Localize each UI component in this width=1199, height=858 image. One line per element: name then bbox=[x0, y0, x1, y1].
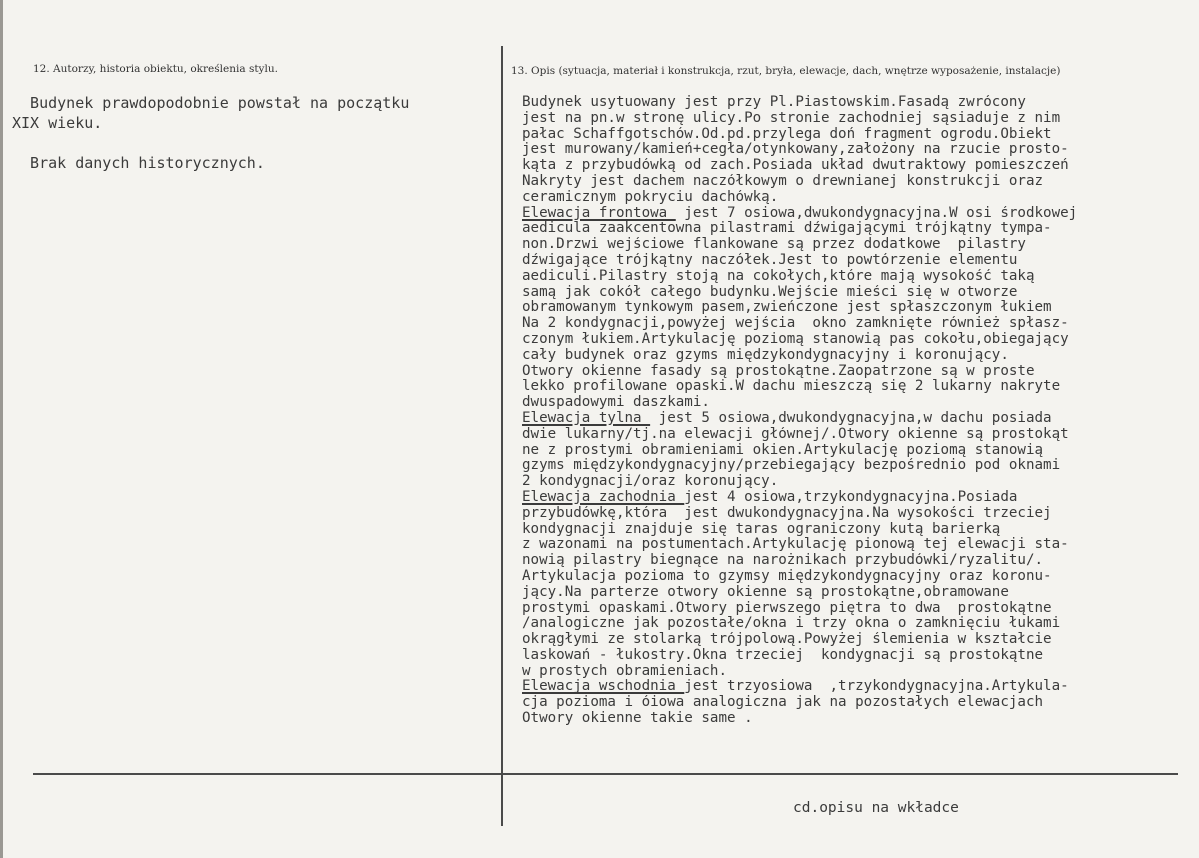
line-text: prostymi opaskami.Otwory pierwszego piętra to dwa prostokątne bbox=[522, 600, 1052, 616]
description-line bbox=[522, 332, 1187, 348]
description-line bbox=[522, 348, 1187, 364]
description-line bbox=[522, 206, 1187, 222]
section-12-line: XIX wieku. bbox=[12, 114, 103, 132]
line-text: w prostych obramieniach. bbox=[522, 663, 727, 679]
description-line bbox=[522, 711, 1187, 727]
line-text: jest na pn.w stronę ulicy.Po stronie zachodniej sąsiaduje z nim bbox=[522, 110, 1061, 126]
line-text: gzyms międzykondygnacyjny/przebiegający bezpośrednio pod oknami bbox=[522, 458, 1061, 474]
description-line bbox=[522, 269, 1187, 285]
line-text: Nakryty jest dachem naczółkowym o drewnianej konstrukcji oraz bbox=[522, 173, 1044, 189]
line-text: Na 2 kondygnacji,powyżej wejścia okno zamknięte również spłasz- bbox=[522, 316, 1069, 332]
line-text: nowią pilastry biegnące na narożnikach przybudówki/ryzalitu/. bbox=[522, 553, 1044, 569]
description-line bbox=[522, 458, 1187, 474]
line-text: kondygnacji znajduje się taras ograniczony kutą barierką bbox=[522, 521, 1001, 537]
line-text: aediculi.Pilastry stoją na cokołych,które mają wysokość taką bbox=[522, 268, 1035, 284]
line-text: jest murowany/kamień+cegła/otynkowany,założony na rzucie prosto- bbox=[522, 142, 1069, 158]
line-text: samą jak cokół całego budynku.Wejście mieści się w otworze bbox=[522, 284, 1018, 300]
line-text: kąta z przybudówką od zach.Posiada układ dwutraktowy pomieszczeń bbox=[522, 158, 1069, 174]
line-text: cja pozioma i óiowa analogiczna jak na pozostałych elewacjach bbox=[522, 695, 1044, 711]
description-line bbox=[522, 95, 1187, 111]
section-13-body bbox=[522, 95, 1187, 727]
line-text: z wazonami na postumentach.Artykulację pionową tej elewacji sta- bbox=[522, 537, 1069, 553]
line-text: Otwory okienne takie same . bbox=[522, 711, 753, 727]
section-13-header: 13. Opis (sytuacja, materiał i konstrukcja, rzut, bryła, elewacje, dach, wnętrze wyposażenie, instalacje) bbox=[511, 65, 1061, 77]
line-text: aedicula zaakcentowna pilastrami dźwigającymi trójkątny tympa- bbox=[522, 221, 1052, 237]
line-text: Otwory okienne fasady są prostokątne.Zaopatrzone są w proste bbox=[522, 363, 1035, 379]
line-text: dwuspadowymi daszkami. bbox=[522, 395, 710, 411]
description-line bbox=[522, 474, 1187, 490]
section-12-line: Brak danych historycznych. bbox=[12, 154, 265, 172]
line-text: obramowanym tynkowym pasem,zwieńczone jest spłaszczonym łukiem bbox=[522, 300, 1052, 316]
continuation-note: cd.opisu na wkładce bbox=[793, 800, 959, 816]
description-line bbox=[522, 443, 1187, 459]
line-text: dźwigające trójkątny naczółek.Jest to powtórzenie elementu bbox=[522, 252, 1018, 268]
line-text: jest 4 osiowa,trzykondygnacyjna.Posiada bbox=[684, 489, 1018, 505]
section-12-line bbox=[12, 133, 492, 153]
description-line bbox=[522, 648, 1187, 664]
line-text: lekko profilowane opaski.W dachu mieszczą się 2 lukarny nakryte bbox=[522, 379, 1061, 395]
description-line bbox=[522, 379, 1187, 395]
description-line bbox=[522, 490, 1187, 506]
description-line bbox=[522, 111, 1187, 127]
line-text: jest trzyosiowa ,trzykondygnacyjna.Artykula- bbox=[684, 679, 1069, 695]
description-line bbox=[522, 553, 1187, 569]
description-line bbox=[522, 569, 1187, 585]
line-text: laskowań - łukostry.Okna trzeciej kondygnacji są prostokątne bbox=[522, 647, 1044, 663]
description-line bbox=[522, 506, 1187, 522]
elevation-heading: Elewacja frontowa bbox=[522, 205, 676, 221]
description-line bbox=[522, 616, 1187, 632]
line-text: dwie lukarny/tj.na elewacji głównej/.Otwory okienne są prostokąt bbox=[522, 426, 1069, 442]
description-line bbox=[522, 522, 1187, 538]
line-text: jest 5 osiowa,dwukondygnacyjna,w dachu posiada bbox=[650, 410, 1052, 426]
line-text: ceramicznym pokryciu dachówką. bbox=[522, 189, 779, 205]
description-line bbox=[522, 253, 1187, 269]
description-line bbox=[522, 601, 1187, 617]
description-line bbox=[522, 300, 1187, 316]
line-text: jest 7 osiowa,dwukondygnacyjna.W osi środkowej bbox=[675, 205, 1078, 221]
bottom-divider bbox=[33, 773, 1178, 775]
description-line bbox=[522, 395, 1187, 411]
section-12-line: Budynek prawdopodobnie powstał na początku bbox=[12, 94, 410, 112]
description-line bbox=[522, 174, 1187, 190]
line-text: cały budynek oraz gzyms międzykondygnacyjny i koronujący. bbox=[522, 347, 1009, 363]
elevation-heading: Elewacja wschodnia bbox=[522, 679, 685, 695]
description-line bbox=[522, 695, 1187, 711]
description-line bbox=[522, 190, 1187, 206]
description-line bbox=[522, 142, 1187, 158]
description-line bbox=[522, 316, 1187, 332]
description-line bbox=[522, 221, 1187, 237]
line-text: Budynek usytuowany jest przy Pl.Piastowskim.Fasadą zwrócony bbox=[522, 95, 1026, 110]
line-text: ne z prostymi obramieniami okien.Artykulację poziomą stanowią bbox=[522, 442, 1044, 458]
line-text: okrągłymi ze stolarką trójpolową.Powyżej ślemienia w kształcie bbox=[522, 632, 1052, 648]
description-line bbox=[522, 679, 1187, 695]
description-line bbox=[522, 285, 1187, 301]
paper-edge bbox=[0, 0, 3, 858]
description-line bbox=[522, 585, 1187, 601]
elevation-heading: Elewacja tylna bbox=[522, 410, 651, 426]
line-text: przybudówkę,która jest dwukondygnacyjna.Na wysokości trzeciej bbox=[522, 505, 1052, 521]
elevation-heading: Elewacja zachodnia bbox=[522, 489, 685, 505]
line-text: non.Drzwi wejściowe flankowane są przez dodatkowe pilastry bbox=[522, 237, 1026, 253]
line-text: /analogiczne jak pozostałe/okna i trzy okna o zamknięciu łukami bbox=[522, 616, 1061, 632]
description-line bbox=[522, 427, 1187, 443]
description-line bbox=[522, 364, 1187, 380]
line-text: 2 kondygnacji/oraz koronujący. bbox=[522, 474, 779, 490]
description-line bbox=[522, 158, 1187, 174]
description-line bbox=[522, 237, 1187, 253]
section-12-header: 12. Autorzy, historia obiektu, określenia stylu. bbox=[33, 63, 278, 75]
line-text: czonym łukiem.Artykulację poziomą stanowią pas cokołu,obiegający bbox=[522, 331, 1069, 347]
line-text: jący.Na parterze otwory okienne są prostokątne,obramowane bbox=[522, 584, 1009, 600]
description-line bbox=[522, 632, 1187, 648]
line-text: pałac Schaffgotschów.Od.pd.przylega doń fragment ogrodu.Obiekt bbox=[522, 126, 1052, 142]
description-line bbox=[522, 411, 1187, 427]
section-12-body bbox=[12, 93, 492, 173]
description-line bbox=[522, 664, 1187, 680]
column-divider bbox=[501, 46, 503, 826]
description-line bbox=[522, 127, 1187, 143]
description-line bbox=[522, 537, 1187, 553]
line-text: Artykulacja pozioma to gzymsy międzykondygnacyjny oraz koronu- bbox=[522, 568, 1052, 584]
